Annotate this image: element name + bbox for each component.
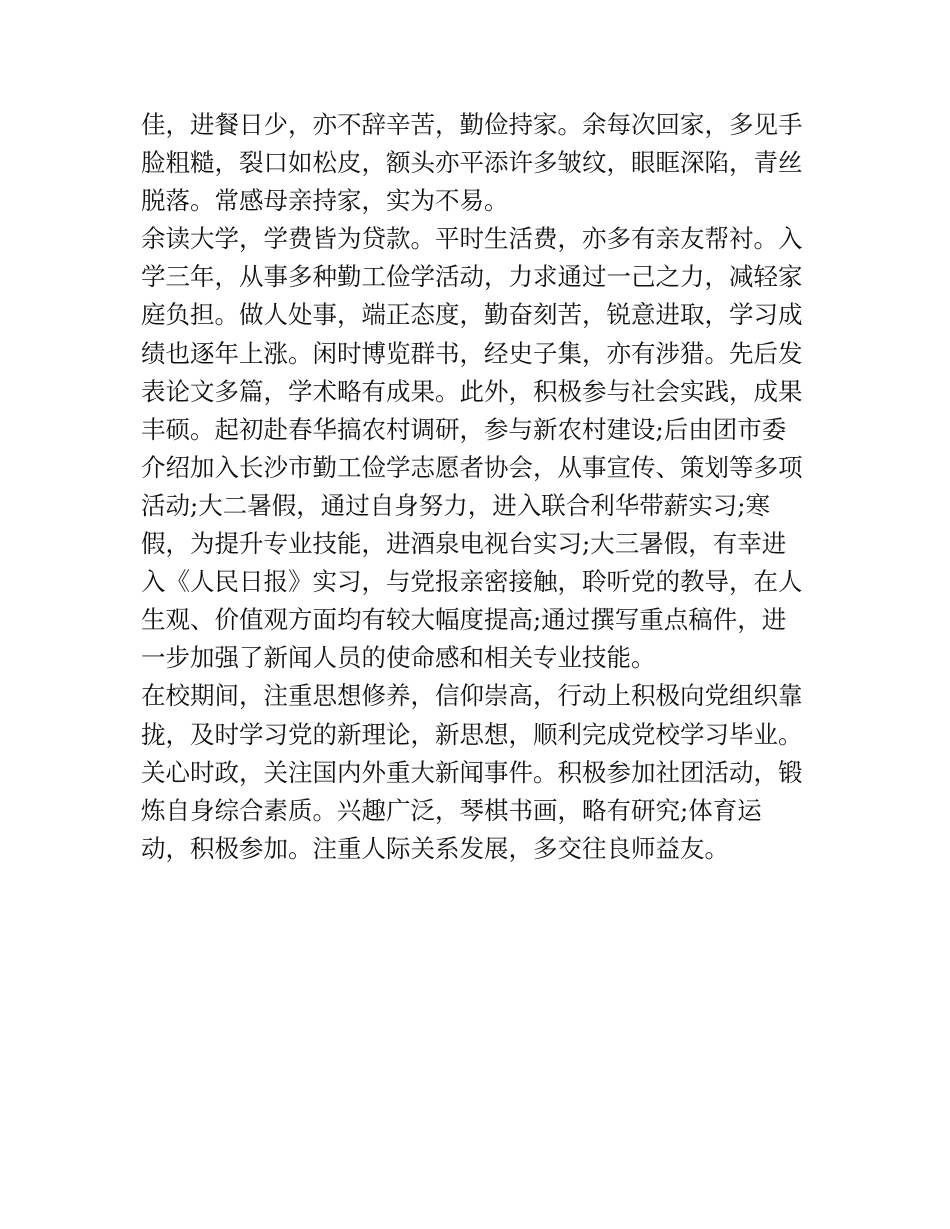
text-line-3: 脱落。常感母亲持家，实为不易。 [141, 186, 509, 216]
text-line-1: 佳，进餐日少，亦不辞辛苦，勤俭持家。余每次回家，多见手 [141, 110, 803, 139]
text-line-18: 关心时政，关注国内外重大新闻事件。积极参加社团活动，锻 [141, 757, 803, 787]
body-text [141, 106, 821, 868]
text-line-7: 绩也逐年上涨。闲时博览群书，经史子集，亦有涉猎。先后发 [141, 338, 803, 368]
text-line-10: 介绍加入长沙市勤工俭学志愿者协会，从事宣传、策划等多项 [141, 452, 803, 482]
text-line-19: 炼自身综合素质。兴趣广泛，琴棋书画，略有研究;体育运 [141, 795, 762, 825]
text-line-17: 拢，及时学习党的新理论，新思想，顺利完成党校学习毕业。 [141, 719, 803, 749]
text-line-15: 一步加强了新闻人员的使命感和相关专业技能。 [141, 643, 656, 673]
text-line-13: 入《人民日报》实习，与党报亲密接触，聆听党的教导，在人 [141, 567, 803, 597]
text-line-12: 假，为提升专业技能，进酒泉电视台实习;大三暑假，有幸进 [141, 529, 787, 559]
text-line-4: 余读大学，学费皆为贷款。平时生活费，亦多有亲友帮衬。入 [141, 224, 803, 254]
text-line-8: 表论文多篇，学术略有成果。此外，积极参与社会实践，成果 [141, 376, 803, 406]
text-line-16: 在校期间，注重思想修养，信仰崇高，行动上积极向党组织靠 [141, 681, 803, 711]
text-line-20: 动，积极参加。注重人际关系发展，多交往良师益友。 [141, 833, 729, 863]
text-line-2: 脸粗糙，裂口如松皮，额头亦平添许多皱纹，眼眶深陷，青丝 [141, 148, 803, 178]
text-line-9: 丰硕。起初赴春华搞农村调研，参与新农村建设;后由团市委 [141, 414, 787, 444]
text-line-5: 学三年，从事多种勤工俭学活动，力求通过一己之力，减轻家 [141, 262, 803, 292]
text-line-11: 活动;大二暑假，通过自身努力，进入联合利华带薪实习;寒 [141, 490, 771, 520]
text-line-6: 庭负担。做人处事，端正态度，勤奋刻苦，锐意进取，学习成 [141, 300, 803, 330]
text-line-14: 生观、价值观方面均有较大幅度提高;通过撰写重点稿件，进 [141, 605, 787, 635]
